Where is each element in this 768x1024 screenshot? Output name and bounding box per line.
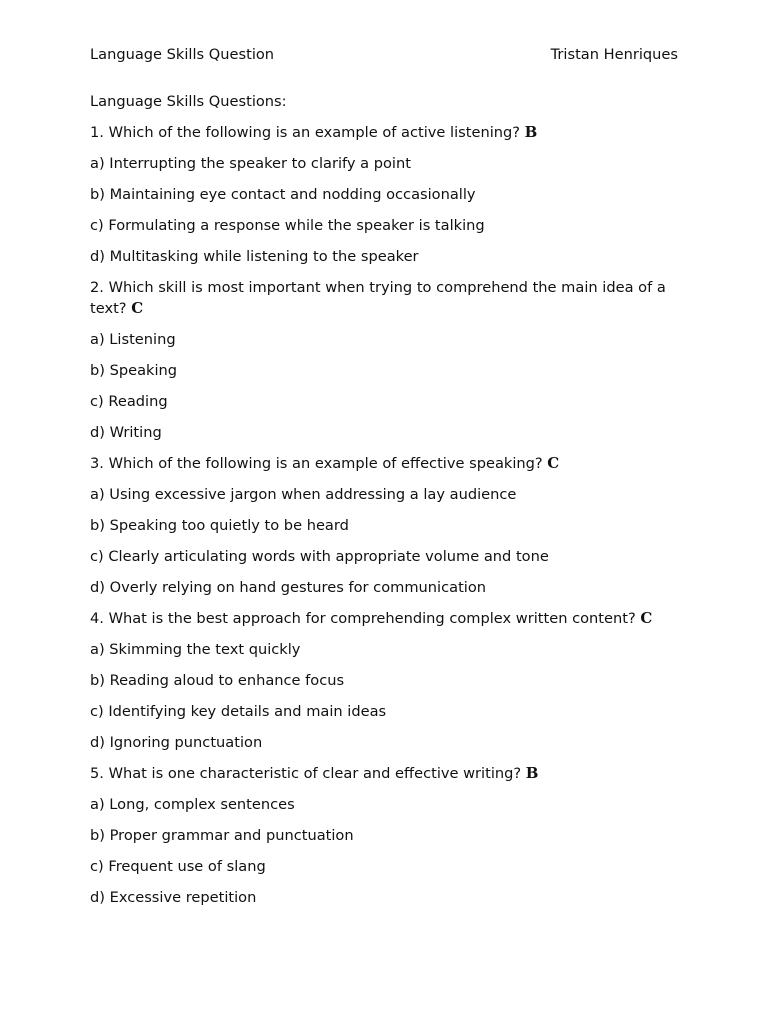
question-1	[90, 122, 678, 143]
option: b) Proper grammar and punctuation	[90, 827, 354, 844]
answer-key: B	[525, 764, 539, 782]
header-title: Language Skills Question	[90, 46, 275, 63]
answer-key: C	[547, 454, 560, 472]
question-text: 3. Which of the following is an example of effective speaking?	[90, 455, 543, 472]
question-text: 1. Which of the following is an example of active listening?	[90, 124, 521, 141]
page-header	[90, 45, 678, 65]
option: d) Excessive repetition	[90, 889, 257, 906]
option: c) Identifying key details and main ideas	[90, 703, 387, 720]
option: d) Overly relying on hand gestures for communication	[90, 579, 487, 596]
option: c) Clearly articulating words with appropriate volume and tone	[90, 548, 549, 565]
document-body	[90, 91, 678, 918]
question-text: 5. What is one characteristic of clear and effective writing?	[90, 765, 522, 782]
header-author: Tristan Henriques	[550, 46, 678, 63]
option: c) Frequent use of slang	[90, 858, 266, 875]
answer-key: C	[640, 609, 653, 627]
option: d) Ignoring punctuation	[90, 734, 263, 751]
option: b) Speaking too quietly to be heard	[90, 517, 349, 534]
answer-key: B	[524, 123, 538, 141]
option: b) Speaking	[90, 362, 178, 379]
question-3	[90, 453, 678, 474]
intro-heading: Language Skills Questions:	[90, 93, 287, 110]
option: c) Formulating a response while the speaker is talking	[90, 217, 485, 234]
question-4	[90, 608, 678, 629]
option: b) Reading aloud to enhance focus	[90, 672, 345, 689]
question-text: 4. What is the best approach for comprehending complex written content?	[90, 610, 636, 627]
option: b) Maintaining eye contact and nodding occasionally	[90, 186, 476, 203]
option: a) Skimming the text quickly	[90, 641, 301, 658]
option: d) Writing	[90, 424, 162, 441]
option: c) Reading	[90, 393, 168, 410]
answer-key: C	[131, 299, 144, 317]
option: a) Interrupting the speaker to clarify a point	[90, 155, 411, 172]
question-text: 2. Which skill is most important when trying to comprehend the main idea of a text?	[90, 279, 666, 317]
option: a) Long, complex sentences	[90, 796, 295, 813]
question-2	[90, 277, 678, 319]
option: d) Multitasking while listening to the speaker	[90, 248, 419, 265]
question-5	[90, 763, 678, 784]
option: a) Using excessive jargon when addressing a lay audience	[90, 486, 517, 503]
option: a) Listening	[90, 331, 176, 348]
